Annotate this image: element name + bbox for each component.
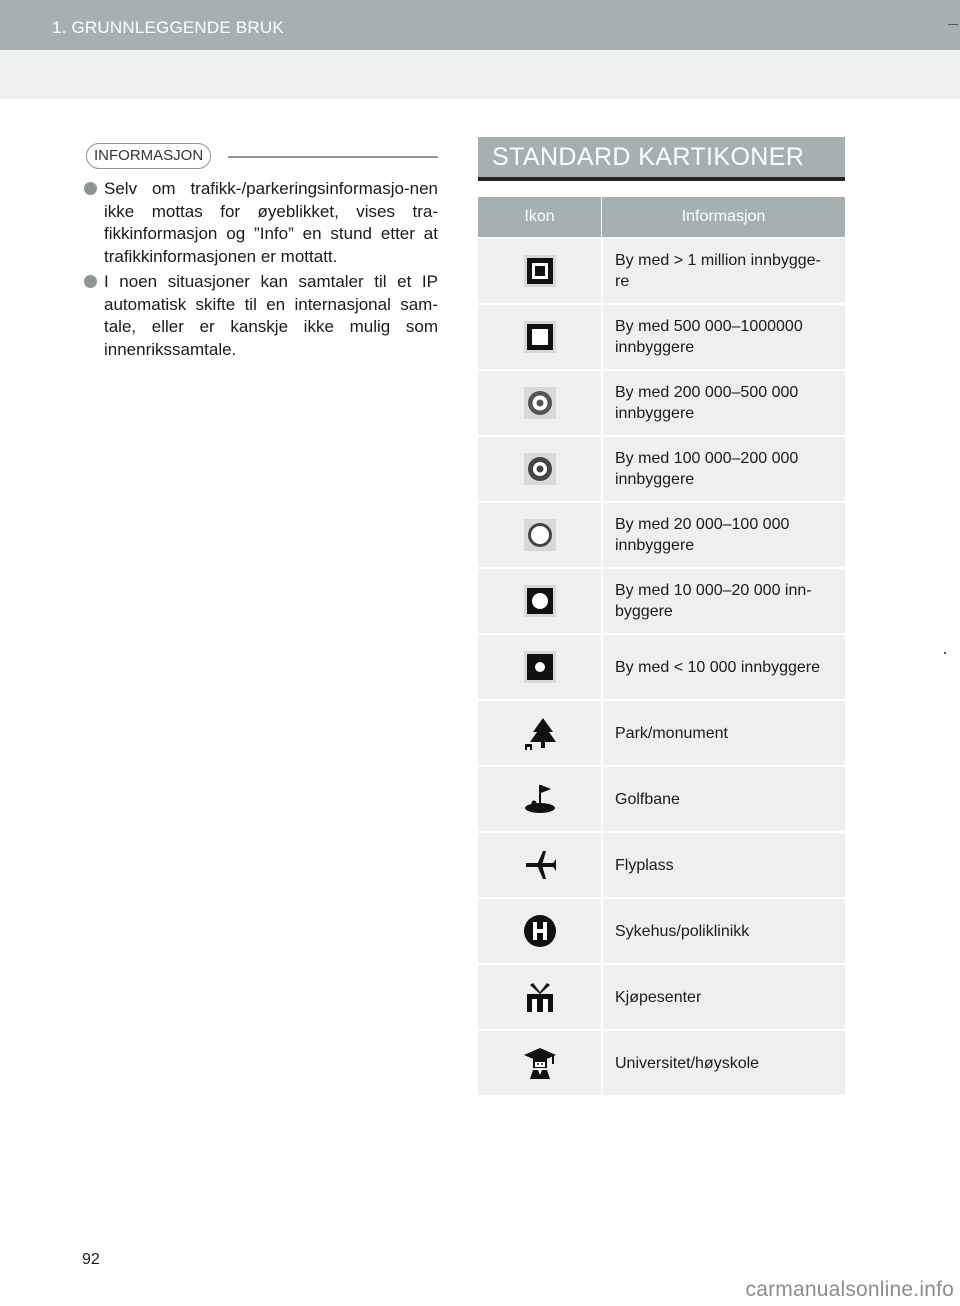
golf-course-icon [523, 782, 557, 816]
info-divider [228, 156, 438, 158]
info-badge: INFORMASJON [86, 143, 211, 169]
crop-mark [948, 24, 958, 25]
table-row [478, 897, 845, 963]
table-cell-info: Kjøpesenter [601, 965, 845, 1029]
crop-mark [944, 652, 946, 654]
table-cell-info: By med 10 000–20 000 inn-byggere [601, 569, 845, 633]
table-cell-info: By med 100 000–200 000 innbyggere [601, 437, 845, 501]
map-icon-table [478, 197, 845, 1095]
table-row [478, 567, 845, 633]
table-row [478, 963, 845, 1029]
table-row [478, 633, 845, 699]
table-row [478, 1029, 845, 1095]
info-bullet [84, 178, 438, 268]
city-20k-100k-icon [523, 518, 557, 552]
city-200k-500k-icon [523, 386, 557, 420]
table-row [478, 699, 845, 765]
bullet-icon [84, 275, 97, 288]
column-header-icon: Ikon [524, 208, 555, 225]
section-divider [478, 177, 845, 181]
header-band-lower [0, 50, 960, 99]
table-row [478, 831, 845, 897]
city-500k-1m-icon [523, 320, 557, 354]
university-icon [523, 1046, 557, 1080]
table-row [478, 369, 845, 435]
table-cell-info: By med 500 000–1000000 innbyggere [601, 305, 845, 369]
page-number: 92 [82, 1251, 100, 1268]
city-over-1-million-icon [523, 254, 557, 288]
city-10k-20k-icon [523, 584, 557, 618]
column-header-info: Informasjon [601, 197, 845, 237]
info-bullet [84, 271, 438, 361]
section-title: STANDARD KARTIKONER [478, 137, 845, 177]
table-row [478, 501, 845, 567]
info-bullets [84, 178, 438, 364]
table-cell-info: Park/monument [601, 701, 845, 765]
table-row [478, 237, 845, 303]
park-monument-icon [523, 716, 557, 750]
info-bullet-text: I noen situasjoner kan samtaler til et IP automatisk skifte til en internasjonal sam-tale, eller er kanskje ikke mulig som innenrikssamtale. [104, 272, 438, 359]
city-under-10k-icon [523, 650, 557, 684]
table-cell-info: By med 200 000–500 000 innbyggere [601, 371, 845, 435]
city-100k-200k-icon [523, 452, 557, 486]
table-cell-info: By med < 10 000 innbyggere [601, 635, 845, 699]
hospital-icon [523, 914, 557, 948]
info-bullet-text: Selv om trafikk-/parkeringsinformasjo-nen ikke mottas for øyeblikket, vises tra-fikkinformasjon og ”Info” en stund etter at trafikkinformasjonen er mottatt. [104, 179, 438, 266]
table-row [478, 435, 845, 501]
table-cell-info: Universitet/høyskole [601, 1031, 845, 1095]
chapter-title: 1. GRUNNLEGGENDE BRUK [52, 18, 284, 37]
table-cell-info: Golfbane [601, 767, 845, 831]
table-row [478, 765, 845, 831]
watermark: carmanualsonline.info [745, 1278, 954, 1301]
table-cell-info: Flyplass [601, 833, 845, 897]
table-cell-info: Sykehus/poliklinikk [601, 899, 845, 963]
shopping-center-icon [523, 980, 557, 1014]
table-cell-info: By med > 1 million innbygge-re [601, 239, 845, 303]
bullet-icon [84, 182, 97, 195]
table-cell-info: By med 20 000–100 000 innbyggere [601, 503, 845, 567]
table-header [478, 197, 845, 237]
airport-icon [523, 848, 557, 882]
table-row [478, 303, 845, 369]
